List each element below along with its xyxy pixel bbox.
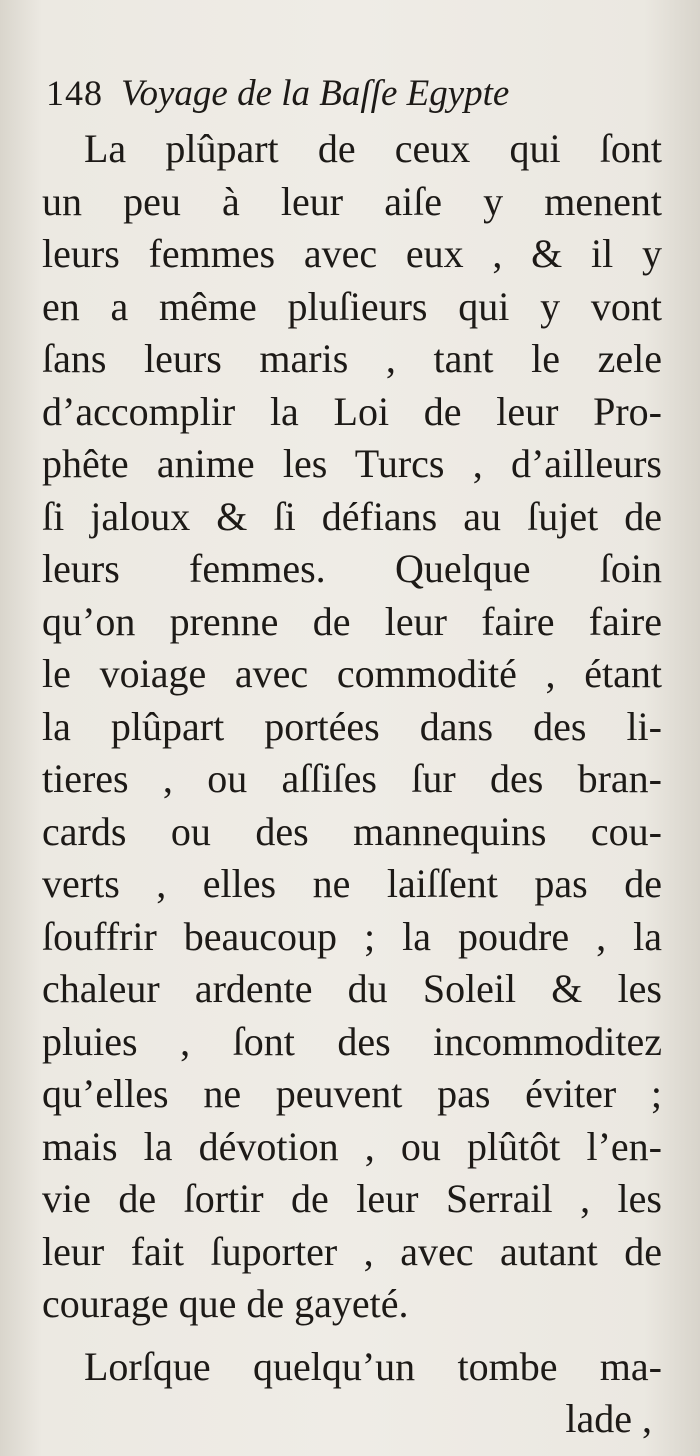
- text-line: La plûpart de ceux qui ſont: [84, 126, 662, 171]
- text-line: le voiage avec commodité , étant: [42, 651, 662, 696]
- text-line: cards ou des mannequins cou-: [42, 808, 662, 854]
- page-header: [46, 72, 509, 124]
- text-line: courage que de gayeté.: [42, 1281, 409, 1326]
- text-line: leurs femmes avec eux , & il y: [42, 231, 662, 276]
- text-line: chaleur ardente du Soleil & les: [42, 966, 662, 1011]
- text-line: qu’elles ne peuvent pas éviter ;: [42, 1071, 662, 1116]
- text-line: ſouffrir beaucoup ; la poudre , la: [42, 913, 662, 959]
- text-line: ſi jaloux & ſi défians au ſujet de: [42, 493, 662, 539]
- text-line: phête anime les Turcs , d’ailleurs: [42, 441, 662, 486]
- text-line: un peu à leur aiſe y menent: [42, 178, 662, 224]
- text-line: tieres , ou aſſiſes ſur des bran-: [42, 756, 662, 801]
- running-title: Voyage de la Baſſe Egypte: [121, 73, 510, 114]
- text-line: la plûpart portées dans des li-: [42, 703, 662, 749]
- text-line: d’accomplir la Loi de leur Pro-: [42, 388, 662, 434]
- page-number: 148: [46, 73, 103, 113]
- body-text: [42, 123, 662, 1446]
- text-line: Lorſque quelqu’un tombe ma-: [84, 1343, 662, 1389]
- text-line: leur fait ſuporter , avec autant de: [42, 1228, 662, 1274]
- text-line: verts , elles ne laiſſent pas de: [42, 861, 662, 906]
- text-line: ſans leurs maris , tant le zele: [42, 336, 662, 381]
- text-line: leurs femmes. Quelque ſoin: [42, 546, 662, 591]
- text-line: lade ,: [565, 1396, 652, 1441]
- text-line: vie de ſortir de leur Serrail , les: [42, 1176, 662, 1221]
- text-line: qu’on prenne de leur faire faire: [42, 598, 662, 644]
- text-line: mais la dévotion , ou plûtôt l’en-: [42, 1123, 662, 1169]
- text-line: pluies , ſont des incommoditez: [42, 1018, 662, 1064]
- text-line: en a même pluſieurs qui y vont: [42, 283, 662, 329]
